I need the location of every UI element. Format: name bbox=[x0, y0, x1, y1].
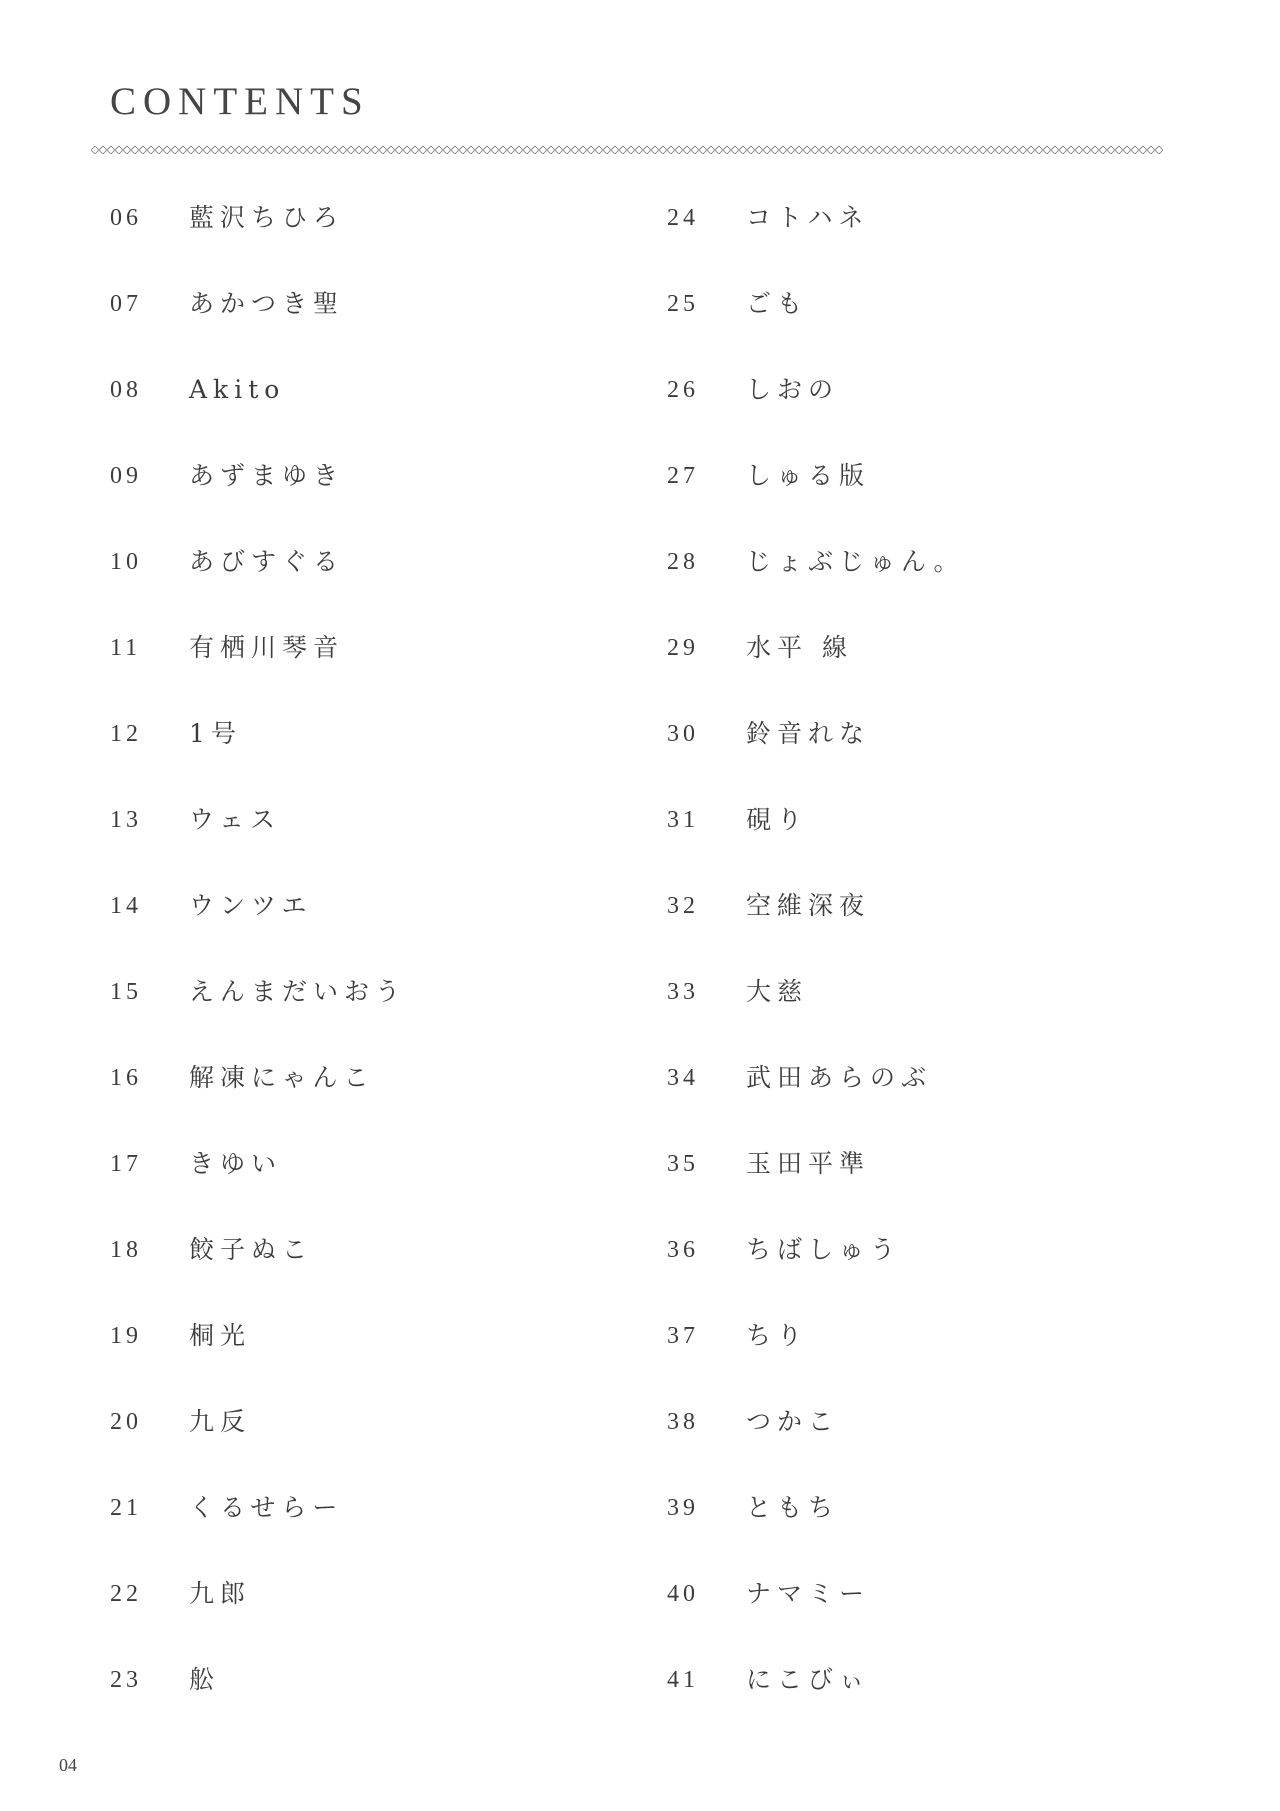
toc-artist-name: 有栖川琴音 bbox=[189, 633, 345, 662]
toc-page-number: 31 bbox=[667, 807, 699, 833]
toc-artist-name: ウェス bbox=[189, 805, 282, 834]
toc-entry bbox=[667, 1060, 965, 1146]
toc-artist-name: 大慈 bbox=[746, 977, 809, 1006]
toc-entry bbox=[110, 888, 406, 974]
toc-artist-name: 武田あらのぶ bbox=[746, 1063, 933, 1092]
toc-artist-name: 空維深夜 bbox=[746, 891, 871, 920]
toc-artist-name: じょぶじゅん。 bbox=[746, 547, 965, 576]
toc-page-number: 30 bbox=[667, 721, 699, 747]
toc-entry bbox=[667, 200, 965, 286]
toc-entry bbox=[110, 1232, 406, 1318]
toc-page-number: 21 bbox=[110, 1495, 142, 1521]
toc-artist-name: あかつき聖 bbox=[189, 289, 345, 318]
toc-artist-name: 九郎 bbox=[189, 1579, 252, 1608]
toc-page-number: 09 bbox=[110, 463, 142, 489]
toc-page-number: 41 bbox=[667, 1667, 699, 1693]
toc-page-number: 39 bbox=[667, 1495, 699, 1521]
toc-artist-name: ナマミー bbox=[746, 1579, 871, 1608]
toc-artist-name: Akito bbox=[189, 375, 286, 404]
toc-entry bbox=[667, 544, 965, 630]
toc-page-number: 14 bbox=[110, 893, 142, 919]
toc-artist-name: しゅる版 bbox=[746, 461, 871, 490]
toc-entry bbox=[667, 1576, 965, 1662]
toc-page-number: 24 bbox=[667, 205, 699, 231]
toc-page-number: 26 bbox=[667, 377, 699, 403]
toc-entry bbox=[110, 716, 406, 802]
toc-page-number: 29 bbox=[667, 635, 699, 661]
toc-page-number: 25 bbox=[667, 291, 699, 317]
toc-entry bbox=[667, 974, 965, 1060]
toc-artist-name: 餃子ぬこ bbox=[189, 1235, 314, 1264]
toc-entry bbox=[667, 1490, 965, 1576]
toc-page-number: 32 bbox=[667, 893, 699, 919]
toc-artist-name: 九反 bbox=[189, 1407, 252, 1436]
toc-artist-name: にこびぃ bbox=[746, 1665, 871, 1694]
toc-artist-name: コトハネ bbox=[746, 203, 870, 232]
toc-entry bbox=[110, 286, 406, 372]
toc-artist-name: 硯り bbox=[746, 805, 809, 834]
toc-page-number: 17 bbox=[110, 1151, 142, 1177]
toc-page-number: 27 bbox=[667, 463, 699, 489]
toc-page-number: 16 bbox=[110, 1065, 142, 1091]
toc-page-number: 37 bbox=[667, 1323, 699, 1349]
toc-entry bbox=[667, 1146, 965, 1232]
toc-artist-name: 水平 線 bbox=[746, 633, 853, 662]
toc-entry bbox=[110, 458, 406, 544]
toc-page-number: 38 bbox=[667, 1409, 699, 1435]
toc-artist-name: しおの bbox=[746, 375, 840, 404]
toc-entry bbox=[110, 544, 406, 630]
toc-entry bbox=[110, 1318, 406, 1404]
toc-page-number: 23 bbox=[110, 1667, 142, 1693]
toc-page-number: 35 bbox=[667, 1151, 699, 1177]
toc-artist-name: ウンツエ bbox=[189, 891, 313, 920]
toc-entry bbox=[667, 1232, 965, 1318]
toc-page-number: 36 bbox=[667, 1237, 699, 1263]
toc-right-column bbox=[667, 200, 965, 1748]
toc-page-number: 15 bbox=[110, 979, 142, 1005]
toc-entry bbox=[110, 1576, 406, 1662]
toc-artist-name: つかこ bbox=[746, 1407, 840, 1436]
toc-artist-name: 玉田平準 bbox=[746, 1149, 871, 1178]
toc-page-number: 28 bbox=[667, 549, 699, 575]
toc-entry bbox=[667, 1318, 965, 1404]
toc-page-number: 40 bbox=[667, 1581, 699, 1607]
toc-entry bbox=[110, 372, 406, 458]
toc-artist-name: くるせらー bbox=[189, 1493, 344, 1522]
toc-artist-name: ちり bbox=[746, 1321, 809, 1350]
toc-left-column bbox=[110, 200, 406, 1748]
toc-artist-name: あびすぐる bbox=[189, 547, 345, 576]
toc-artist-name: 解凍にゃんこ bbox=[189, 1063, 375, 1092]
toc-entry bbox=[667, 888, 965, 974]
toc-page-number: 13 bbox=[110, 807, 142, 833]
toc-page-number: 07 bbox=[110, 291, 142, 317]
toc-entry bbox=[667, 286, 965, 372]
toc-artist-name: ごも bbox=[746, 289, 809, 318]
toc-entry bbox=[110, 974, 406, 1060]
toc-page-number: 20 bbox=[110, 1409, 142, 1435]
toc-entry bbox=[110, 1060, 406, 1146]
toc-artist-name: 鈴音れな bbox=[746, 719, 871, 748]
toc-artist-name: 藍沢ちひろ bbox=[189, 203, 345, 232]
page-number: 04 bbox=[59, 1755, 77, 1775]
toc-artist-name: きゆい bbox=[189, 1149, 283, 1178]
toc-page-number: 08 bbox=[110, 377, 142, 403]
toc-artist-name: えんまだいおう bbox=[189, 977, 407, 1006]
toc-entry bbox=[110, 1404, 406, 1490]
toc-page-number: 10 bbox=[110, 549, 142, 575]
toc-artist-name: ともち bbox=[746, 1493, 840, 1522]
toc-entry bbox=[667, 1404, 965, 1490]
toc-entry bbox=[667, 458, 965, 544]
toc-artist-name: 1号 bbox=[189, 719, 242, 748]
toc-entry bbox=[110, 630, 406, 716]
toc-entry bbox=[667, 802, 965, 888]
toc-entry bbox=[110, 1662, 406, 1748]
toc-artist-name: 舩 bbox=[189, 1665, 221, 1694]
toc-artist-name: ちばしゅう bbox=[746, 1235, 902, 1264]
toc-page-number: 11 bbox=[110, 635, 142, 661]
page-title: CONTENTS bbox=[110, 80, 370, 123]
toc-entry bbox=[667, 1662, 965, 1748]
toc-artist-name: 桐光 bbox=[189, 1321, 252, 1350]
toc-artist-name: あずまゆき bbox=[189, 461, 345, 490]
toc-page-number: 19 bbox=[110, 1323, 142, 1349]
decorative-divider bbox=[91, 146, 1163, 154]
toc-entry bbox=[667, 630, 965, 716]
toc-entry bbox=[667, 372, 965, 458]
toc-entry bbox=[110, 1490, 406, 1576]
toc-entry bbox=[110, 802, 406, 888]
toc-entry bbox=[110, 200, 406, 286]
toc-entry bbox=[110, 1146, 406, 1232]
toc-page-number: 22 bbox=[110, 1581, 142, 1607]
toc-page-number: 18 bbox=[110, 1237, 142, 1263]
toc-page-number: 34 bbox=[667, 1065, 699, 1091]
toc-page-number: 06 bbox=[110, 205, 142, 231]
toc-page-number: 12 bbox=[110, 721, 142, 747]
toc-page-number: 33 bbox=[667, 979, 699, 1005]
toc-entry bbox=[667, 716, 965, 802]
